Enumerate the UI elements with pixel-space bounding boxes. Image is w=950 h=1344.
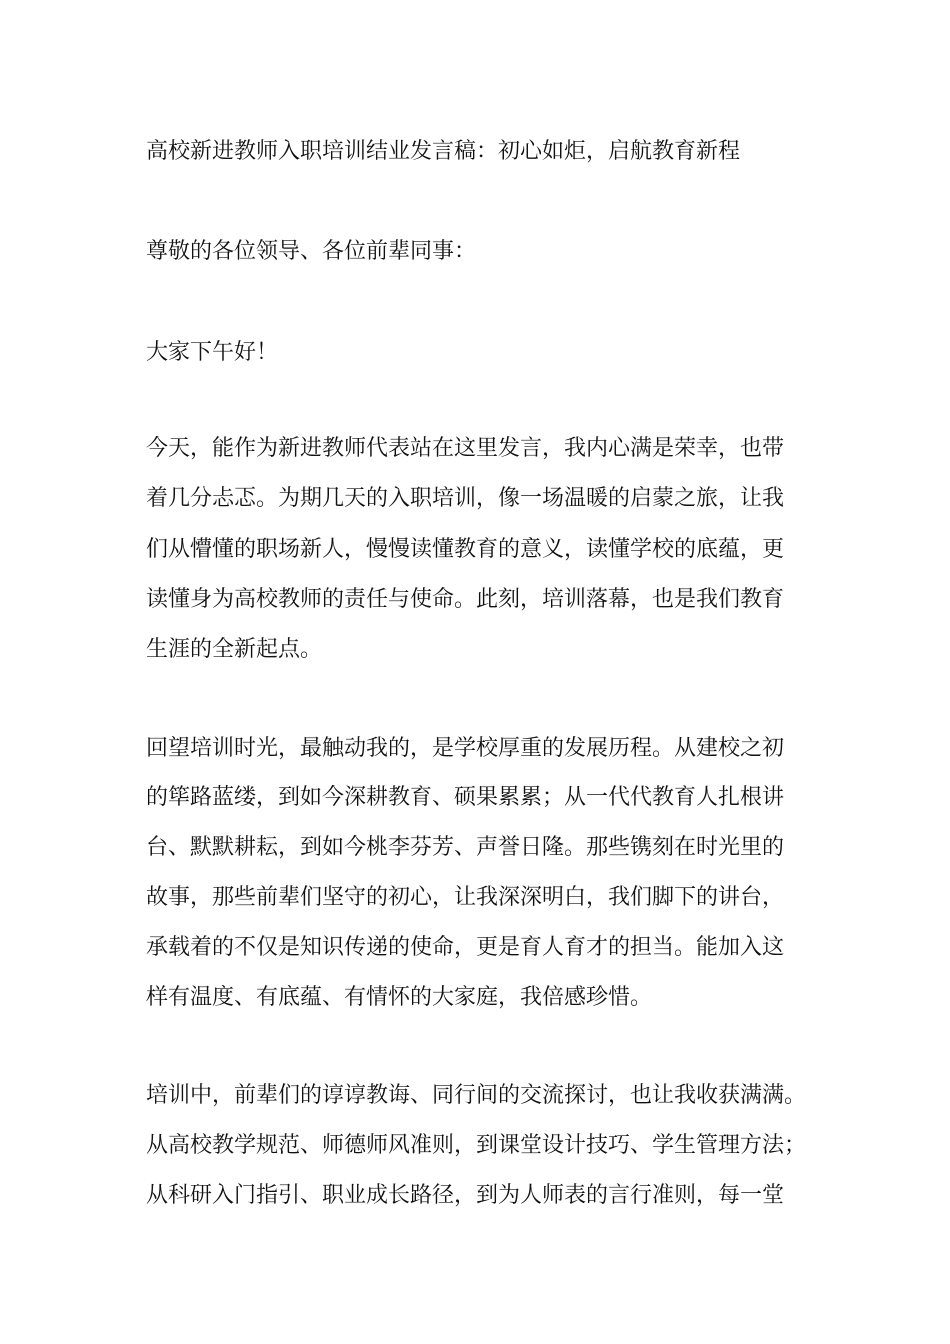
paragraph-line: 生涯的全新起点。 <box>146 637 323 662</box>
paragraph-line: 故事，那些前辈们坚守的初心，让我深深明白，我们脚下的讲台， <box>146 885 785 910</box>
paragraph-line: 样有温度、有底蕴、有情怀的大家庭，我倍感珍惜。 <box>146 985 653 1010</box>
paragraph-line: 们从懵懂的职场新人，慢慢读懂教育的意义，读懂学校的底蕴，更 <box>146 537 785 562</box>
salutation: 尊敬的各位领导、各位前辈同事： <box>146 239 477 264</box>
paragraph-line: 培训中，前辈们的谆谆教诲、同行间的交流探讨，也让我收获满满。 <box>146 1083 807 1108</box>
paragraph-line: 从科研入门指引、职业成长路径，到为人师表的言行准则，每一堂 <box>146 1183 785 1208</box>
greeting: 大家下午好！ <box>146 340 279 365</box>
paragraph-line: 的筚路蓝缕，到如今深耕教育、硕果累累；从一代代教育人扎根讲 <box>146 785 785 810</box>
paragraph-line: 承载着的不仅是知识传递的使命，更是育人育才的担当。能加入这 <box>146 935 785 960</box>
paragraph-line: 从高校教学规范、师德师风准则，到课堂设计技巧、学生管理方法； <box>146 1133 807 1158</box>
paragraph-line: 今天，能作为新进教师代表站在这里发言，我内心满是荣幸，也带 <box>146 436 785 461</box>
document-title: 高校新进教师入职培训结业发言稿：初心如炬，启航教育新程 <box>146 139 741 164</box>
paragraph-line: 读懂身为高校教师的责任与使命。此刻，培训落幕，也是我们教育 <box>146 587 785 612</box>
paragraph-line: 回望培训时光，最触动我的，是学校厚重的发展历程。从建校之初 <box>146 736 785 761</box>
paragraph-line: 着几分忐忑。为期几天的入职培训，像一场温暖的启蒙之旅，让我 <box>146 486 785 511</box>
paragraph-line: 台、默默耕耘，到如今桃李芬芳、声誉日隆。那些镌刻在时光里的 <box>146 835 785 860</box>
